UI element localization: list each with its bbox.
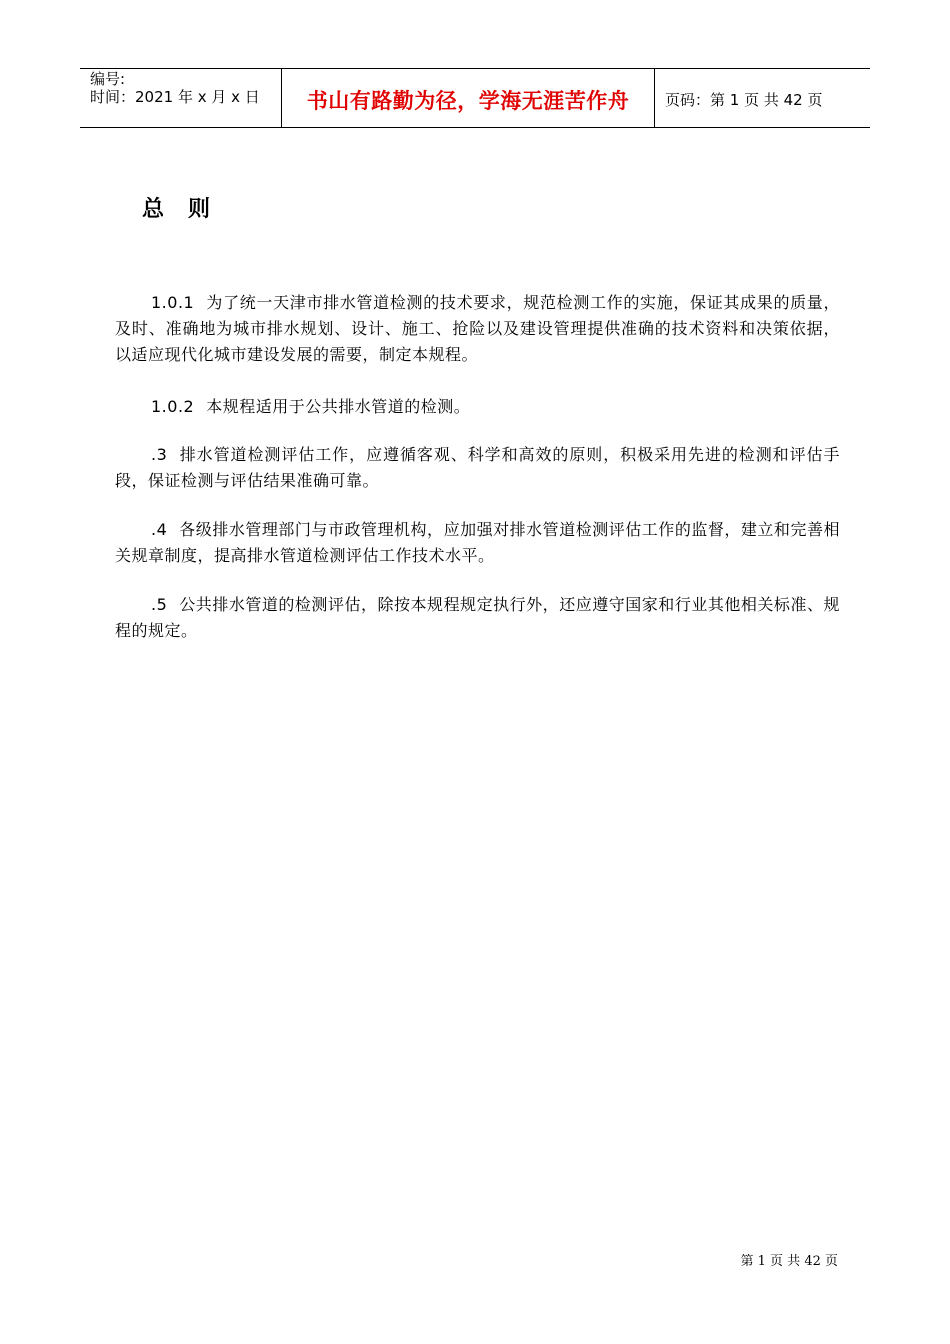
clause-number: .4 — [151, 520, 168, 539]
clause-number: .5 — [151, 595, 168, 614]
clause-text: 各级排水管理部门与市政管理机构，应加强对排水管道检测评估工作的监督，建立和完善相关规章制度，提高排水管道检测评估工作技术水平。 — [115, 520, 840, 565]
clause-text: 本规程适用于公共排水管道的检测。 — [206, 397, 471, 416]
clause-number: 1.0.1 — [151, 293, 195, 312]
paragraph — [115, 442, 840, 494]
header-page-cell — [655, 69, 870, 127]
clause-text: 公共排水管道的检测评估，除按本规程规定执行外，还应遵守国家和行业其他相关标准、规程的规定。 — [115, 595, 840, 640]
page-header — [80, 68, 870, 128]
motto-text: 书山有路勤为径，学海无涯苦作舟 — [306, 88, 630, 113]
paragraph — [115, 517, 840, 569]
clause-number: 1.0.2 — [151, 397, 195, 416]
serial-label: 编号: — [90, 70, 126, 88]
header-meta-cell — [80, 69, 282, 127]
paragraph — [115, 592, 840, 644]
header-motto-cell — [282, 69, 655, 127]
page-footer: 第 1 页 共 42 页 — [740, 1254, 838, 1269]
paragraph — [115, 394, 840, 420]
time-label: 时间：2021 年 x 月 x 日 — [90, 88, 260, 106]
clause-text: 为了统一天津市排水管道检测的技术要求，规范检测工作的实施，保证其成果的质量，及时、准确地为城市排水规划、设计、施工、抢险以及建设管理提供准确的技术资料和决策依据，以适应现代化城市建设发展的需要，制定本规程。 — [115, 293, 840, 364]
header-page-info: 页码：第 1 页 共 42 页 — [665, 90, 823, 109]
clause-number: .3 — [151, 445, 168, 464]
paragraph — [115, 290, 840, 368]
section-title: 总则 — [142, 196, 235, 222]
clause-text: 排水管道检测评估工作，应遵循客观、科学和高效的原则，积极采用先进的检测和评估手段，保证检测与评估结果准确可靠。 — [115, 445, 840, 490]
